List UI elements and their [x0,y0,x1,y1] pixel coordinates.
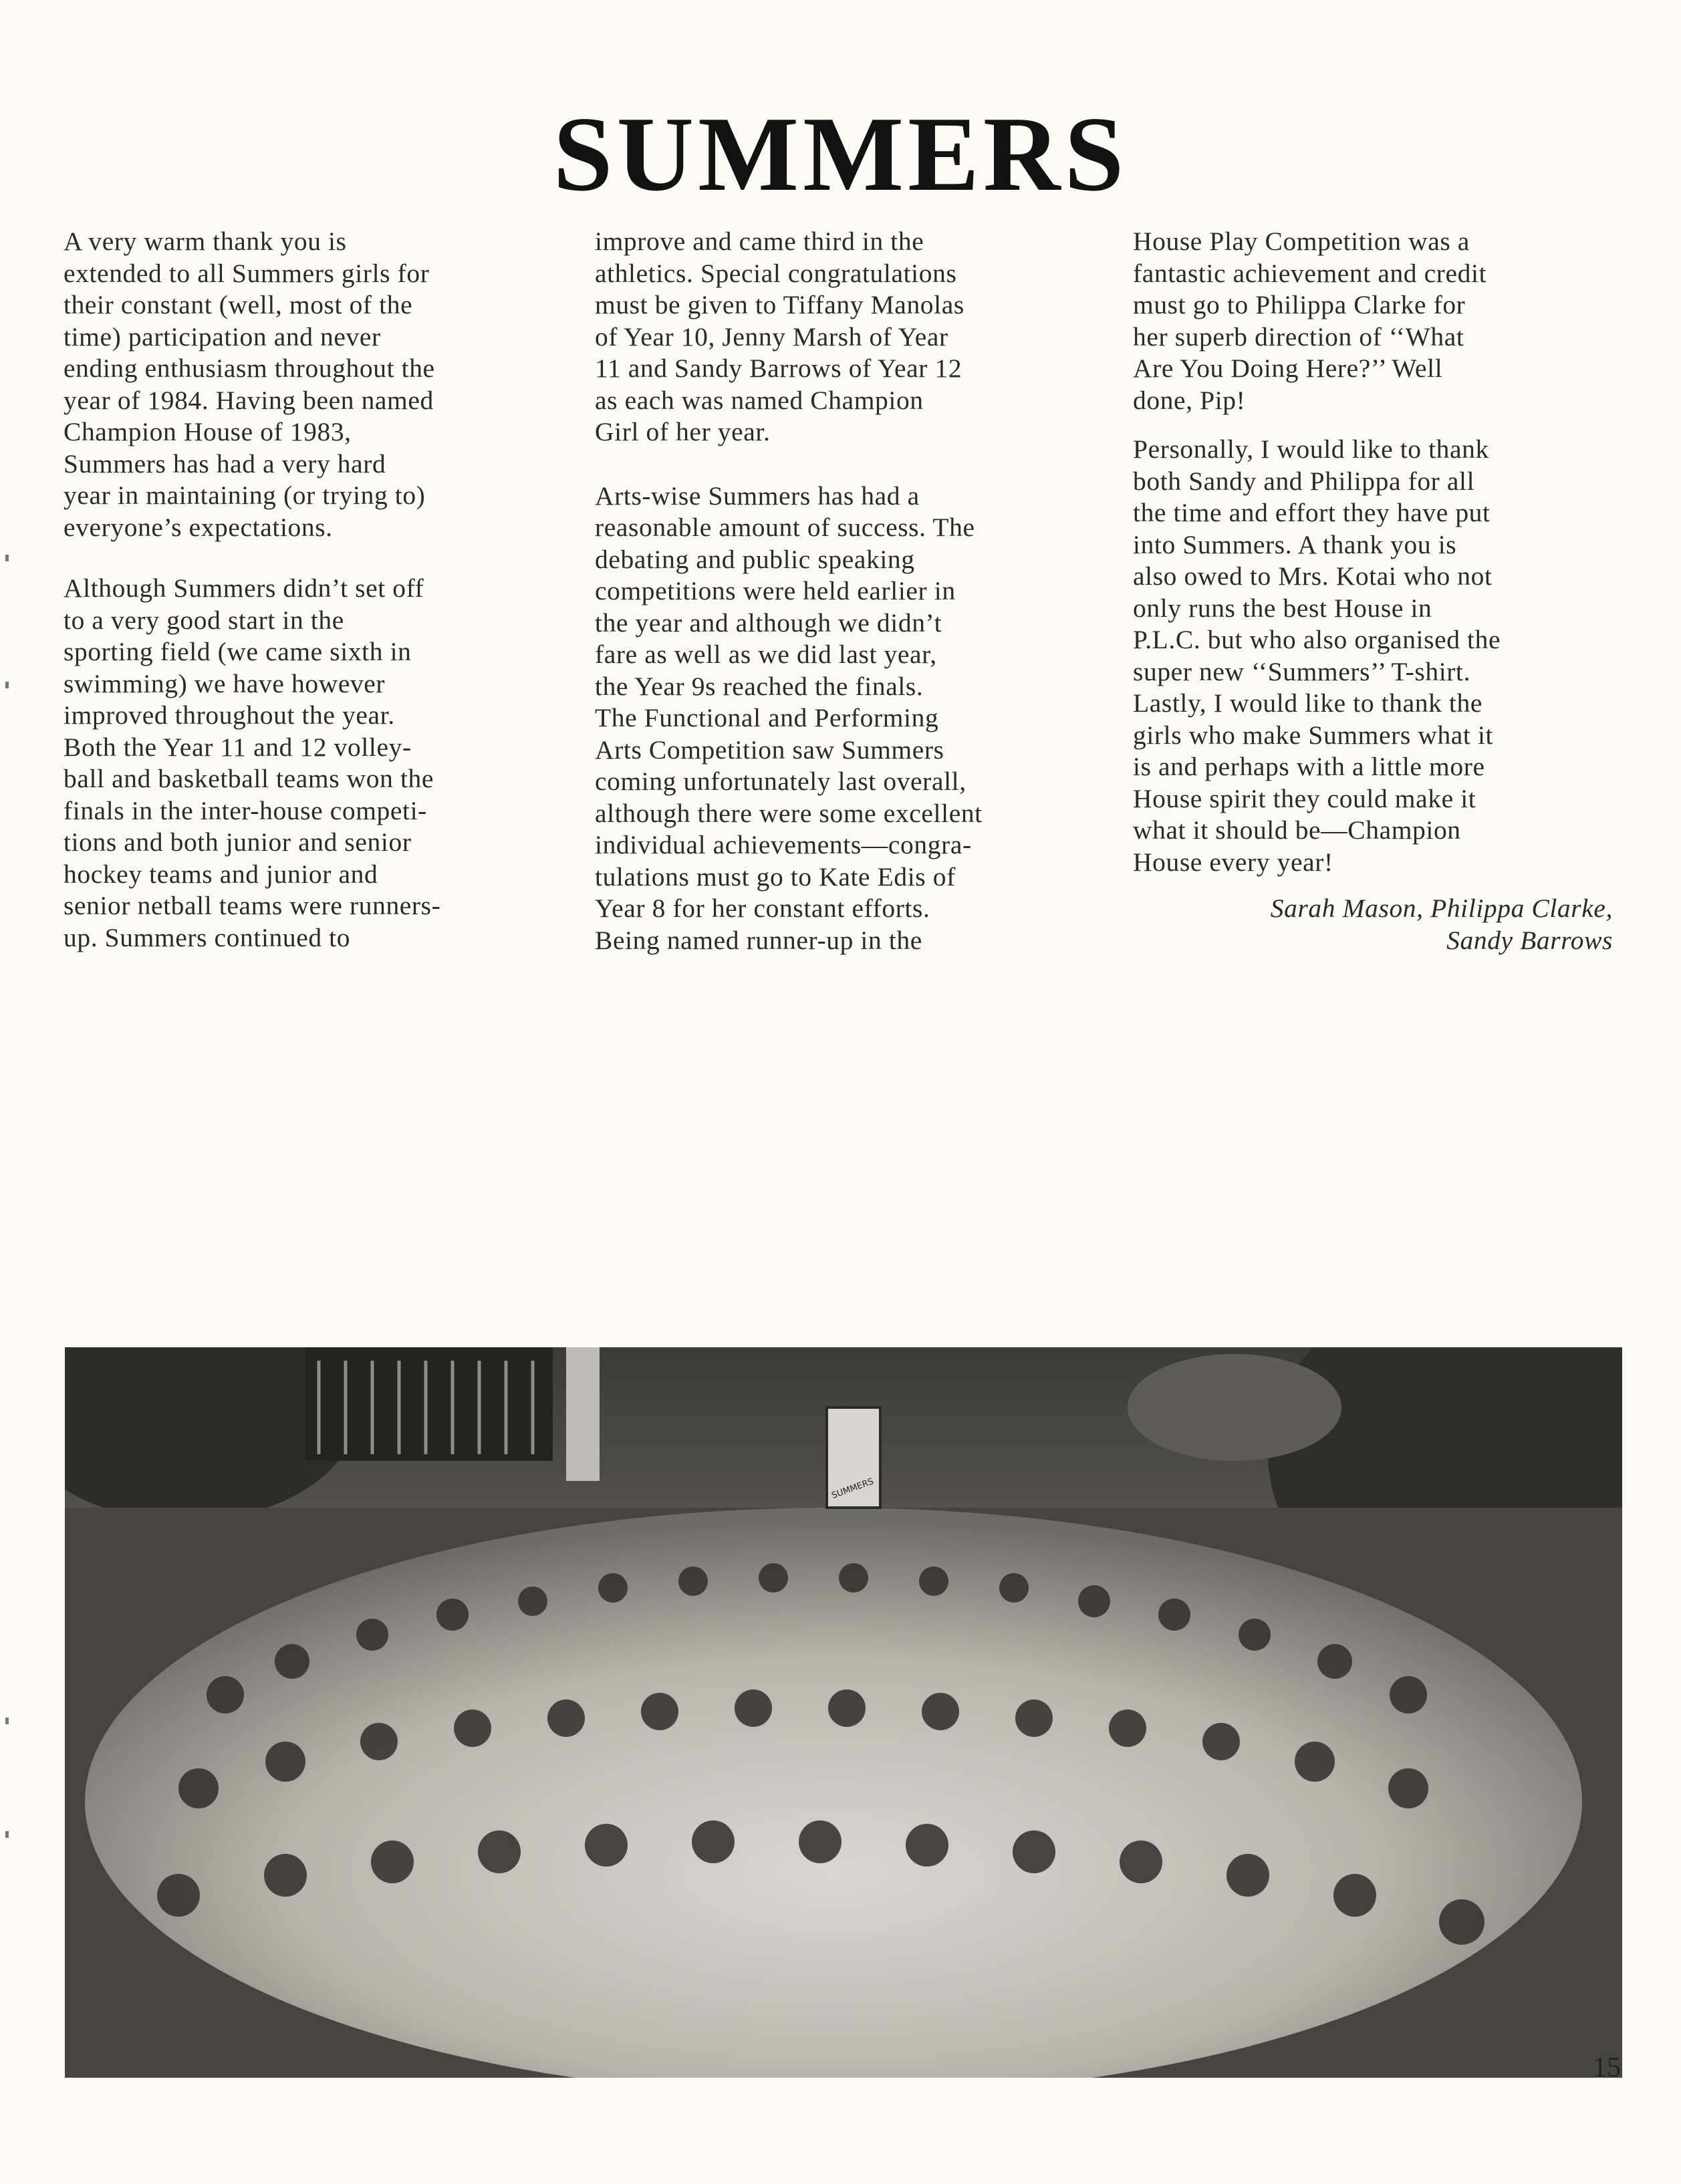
paragraph: Personally, I would like to thank both Sandy and Philippa for all the time and effort they have put into Summers. A thank you is also owed to Mrs. Kotai who not only runs the best House in P.L.C. but who also organised the super new ‘‘Summers’’ T-shirt. Lastly, I would like to thank the girls who make Summers what it is and perhaps with a little more House spirit they could make it what it should be—Champion House every year! [1133,434,1501,877]
paragraph: Arts-wise Summers has had a reasonable amount of success. The debating and public speaking competitions were held earlier in the year and although we didn’t fare as well as we did last year, the Year 9s reached the finals. The Functional and Performing Arts Competition saw Summers coming unfortunately last overall, although there were some excellent individual achievements—congra- tulations must go to Kate Edis of Year 8 for her constant efforts. Being named runner-up in the [595,481,983,955]
paragraph: Although Summers didn’t set off to a very good start in the sporting field (we came sixth in swimming) we have however improved throughout the year. Both the Year 11 and 12 volley- ball and basketball teams won the finals in the inter-house competi- tions and both junior and senior hockey teams and junior and senior netball teams were runners- up. Summers continued to [63,573,441,952]
paragraph: House Play Competition was a fantastic achievement and credit must go to Philippa Clarke for her superb direction of ‘‘What Are You Doing Here?’’ Well done, Pip! [1133,227,1487,415]
column-2 [595,226,1049,956]
edge-mark [5,682,9,688]
group-photo-image [65,1347,1622,2078]
paragraph: A very warm thank you is extended to all Summers girls for their constant (well, most of the time) participation and never ending enthusiasm throughout the year of 1984. Having been named Champion House of 1983, Summers has had a very hard year in maintaining (or trying to) everyone’s expectations. [63,227,435,542]
page-number: 15 [1593,2052,1621,2083]
edge-mark [5,1831,9,1838]
author-signature: Sarah Mason, Philippa Clarke, Sandy Barrows [1270,894,1613,955]
paragraph: improve and came third in the athletics. Special congratulations must be given to Tiffany Manolas of Year 10, Jenny Marsh of Year 11 and Sandy Barrows of Year 12 as each was named Champion Girl of her year. [595,227,964,446]
banner-text: SUMMERS [830,1476,876,1501]
column-1 [63,226,518,954]
column-3 [1133,226,1621,956]
page-title: SUMMERS [553,94,1128,213]
edge-mark [5,555,9,561]
edge-mark [5,1718,9,1724]
group-photo [65,1347,1622,2078]
